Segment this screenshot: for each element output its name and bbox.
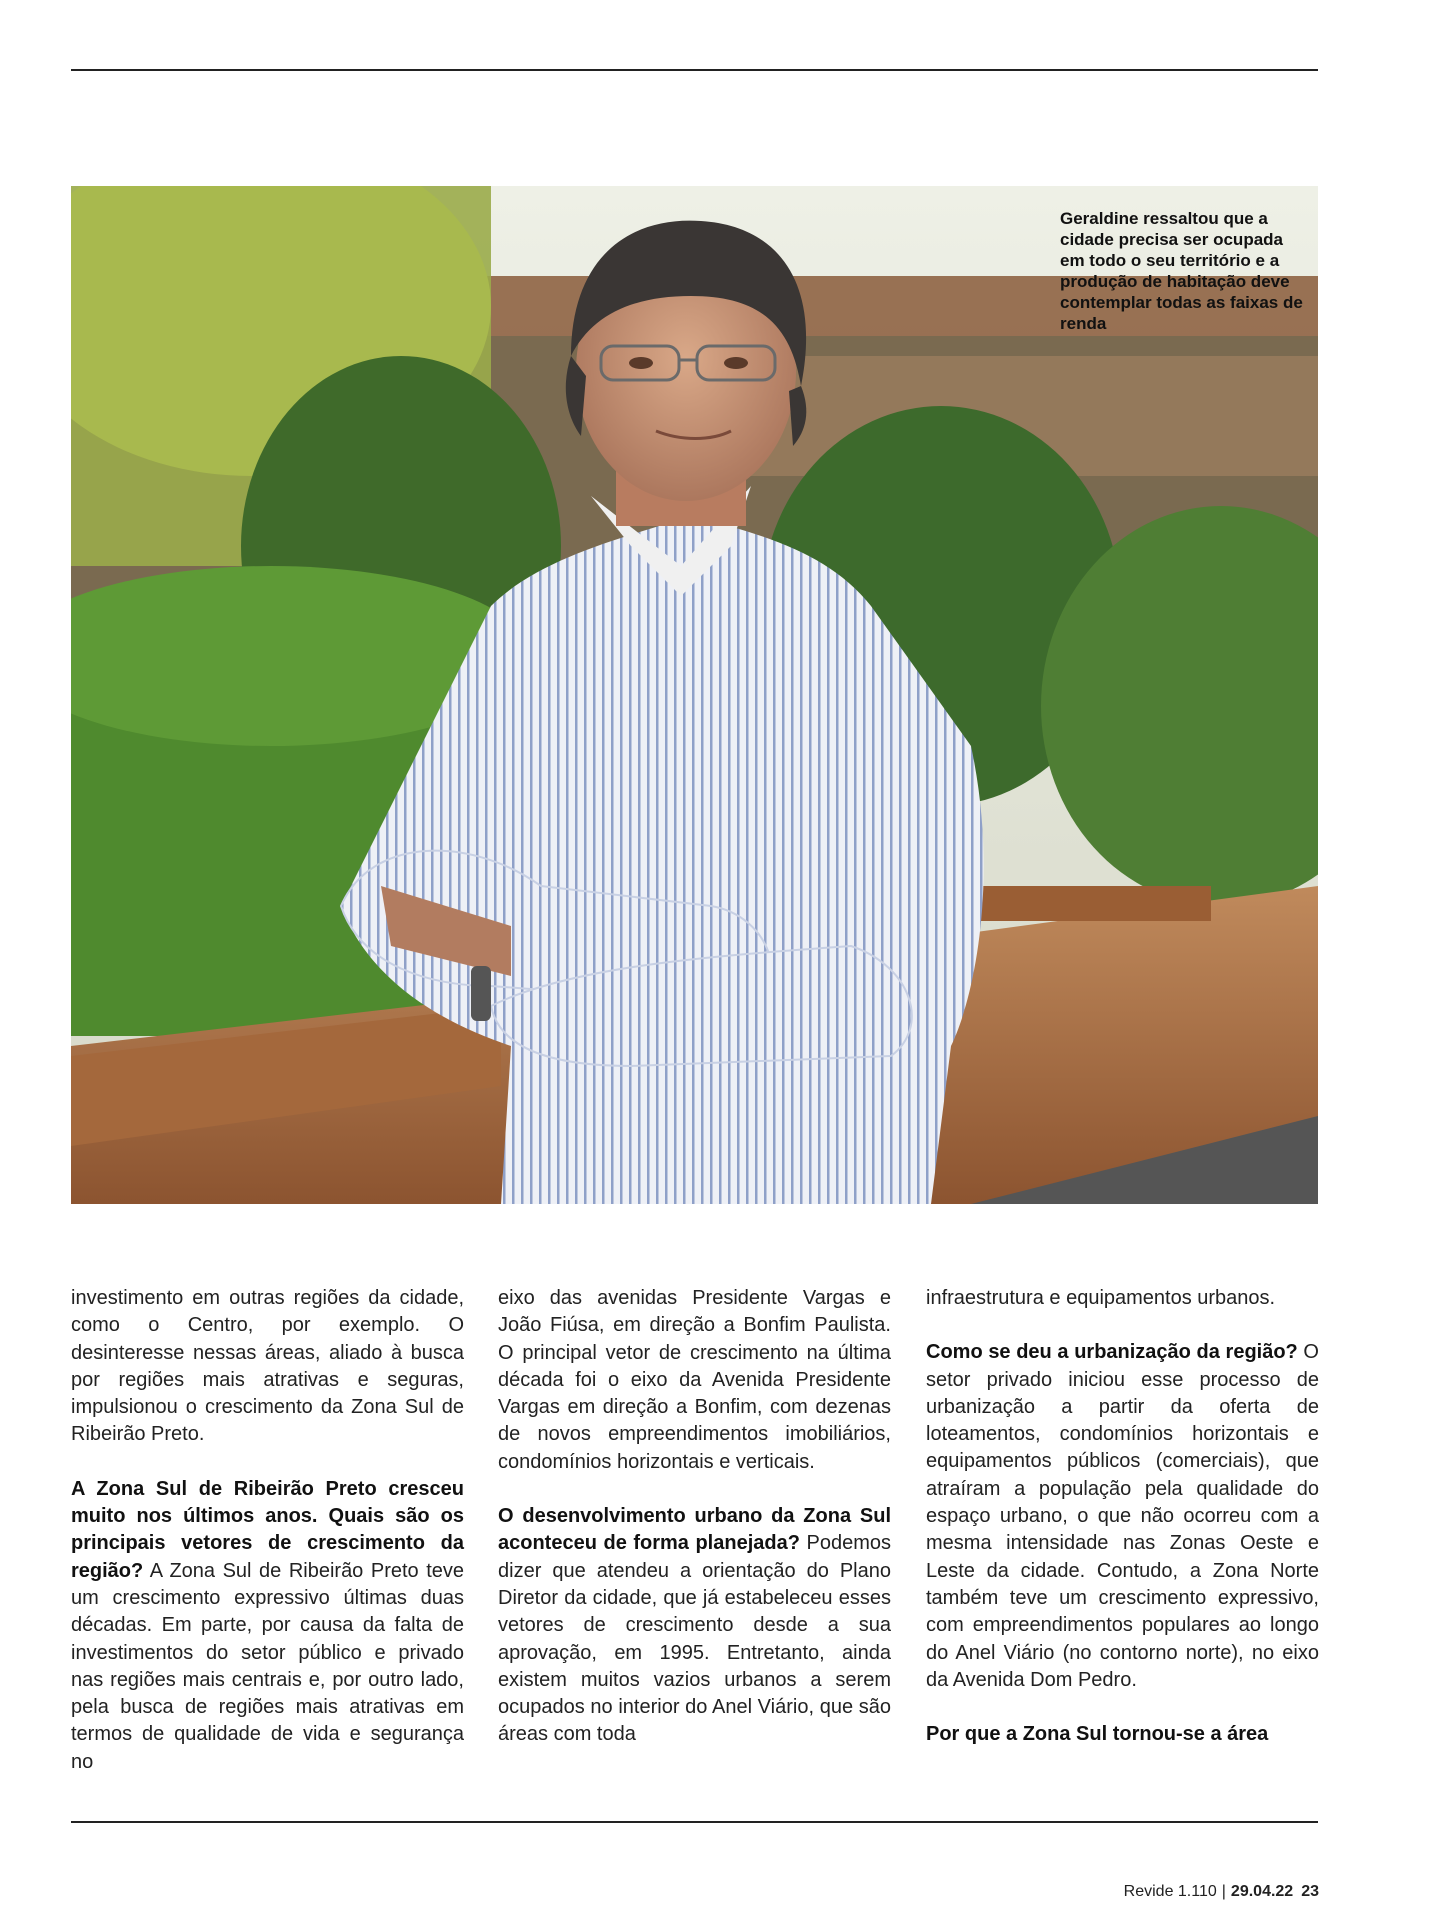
- bottom-rule: [71, 1821, 1318, 1823]
- question: Como se deu a urbanização da região?: [926, 1341, 1298, 1364]
- answer: A Zona Sul de Ribeirão Preto teve um crescimento expressivo últimas duas décadas. Em parte, por causa da falta de investimentos do setor público e privado nas regiões mais centrais e, por outro lado, pela busca de regiões mais atrativas em termos de qualidade de vida e segurança no: [71, 1559, 464, 1773]
- paragraph: infraestrutura e equipamentos urbanos.: [926, 1287, 1276, 1309]
- answer: O setor privado iniciou esse processo de urbanização a partir da oferta de loteamentos, condomínios horizontais e equipamentos públicos (comerciais), que atraíram a população pela qualidade do espaço urbano, o que não ocorreu com a mesma intensidade nas Zonas Oeste e Leste da cidade. Contudo, a Zona Norte também teve um crescimento expressivo, com empreendimentos populares ao longo do Anel Viário (no contorno norte), no eixo da Avenida Dom Pedro.: [926, 1341, 1319, 1691]
- page-number: 23: [1301, 1883, 1319, 1900]
- text-column-1: [71, 1285, 464, 1803]
- text-column-3: [926, 1285, 1319, 1775]
- question: A Zona Sul de Ribeirão Preto cresceu muito nos últimos anos. Quais são os principais vetores de crescimento da região?: [71, 1477, 464, 1582]
- footer-separator: |: [1221, 1883, 1226, 1900]
- qa-paragraph: [926, 1721, 1319, 1748]
- paragraph: investimento em outras regiões da cidade, como o Centro, por exemplo. O desinteresse nessas áreas, aliado à busca por regiões mais atrativas e seguras, impulsionou o crescimento da Zona Sul de Ribeirão Preto.: [71, 1287, 464, 1446]
- qa-paragraph: [71, 1476, 464, 1776]
- qa-paragraph: [498, 1503, 891, 1749]
- portrait-photo: [71, 186, 1318, 1204]
- photo-caption: Geraldine ressaltou que a cidade precisa ser ocupada em todo o seu território e a produção de habitação deve contemplar todas as faixas de renda: [1060, 209, 1303, 333]
- answer: Podemos dizer que atendeu a orientação do Plano Diretor da cidade, que já estabeleceu esses vetores de crescimento desde a sua aprovação, em 1995. Entretanto, ainda existem muitos vazios urbanos a serem ocupados no interior do Anel Viário, que são áreas com toda: [498, 1532, 891, 1746]
- page-footer: [1124, 1883, 1319, 1901]
- top-rule: [71, 69, 1318, 71]
- paragraph: eixo das avenidas Presidente Vargas e João Fiúsa, em direção a Bonfim Paulista. O principal vetor de crescimento na última década foi o eixo da Avenida Presidente Vargas em direção a Bonfim, com dezenas de novos empreendimentos imobiliários, condomínios horizontais e verticais.: [498, 1287, 891, 1473]
- publication-name: Revide 1.110: [1123, 1883, 1217, 1900]
- question: O desenvolvimento urbano da Zona Sul aconteceu de forma planejada?: [498, 1505, 891, 1555]
- text-column-2: [498, 1285, 891, 1776]
- qa-paragraph: [926, 1339, 1319, 1694]
- question: Por que a Zona Sul tornou-se a área: [926, 1723, 1269, 1746]
- portrait-illustration: [71, 186, 1318, 1204]
- issue-date: 29.04.22: [1230, 1883, 1294, 1900]
